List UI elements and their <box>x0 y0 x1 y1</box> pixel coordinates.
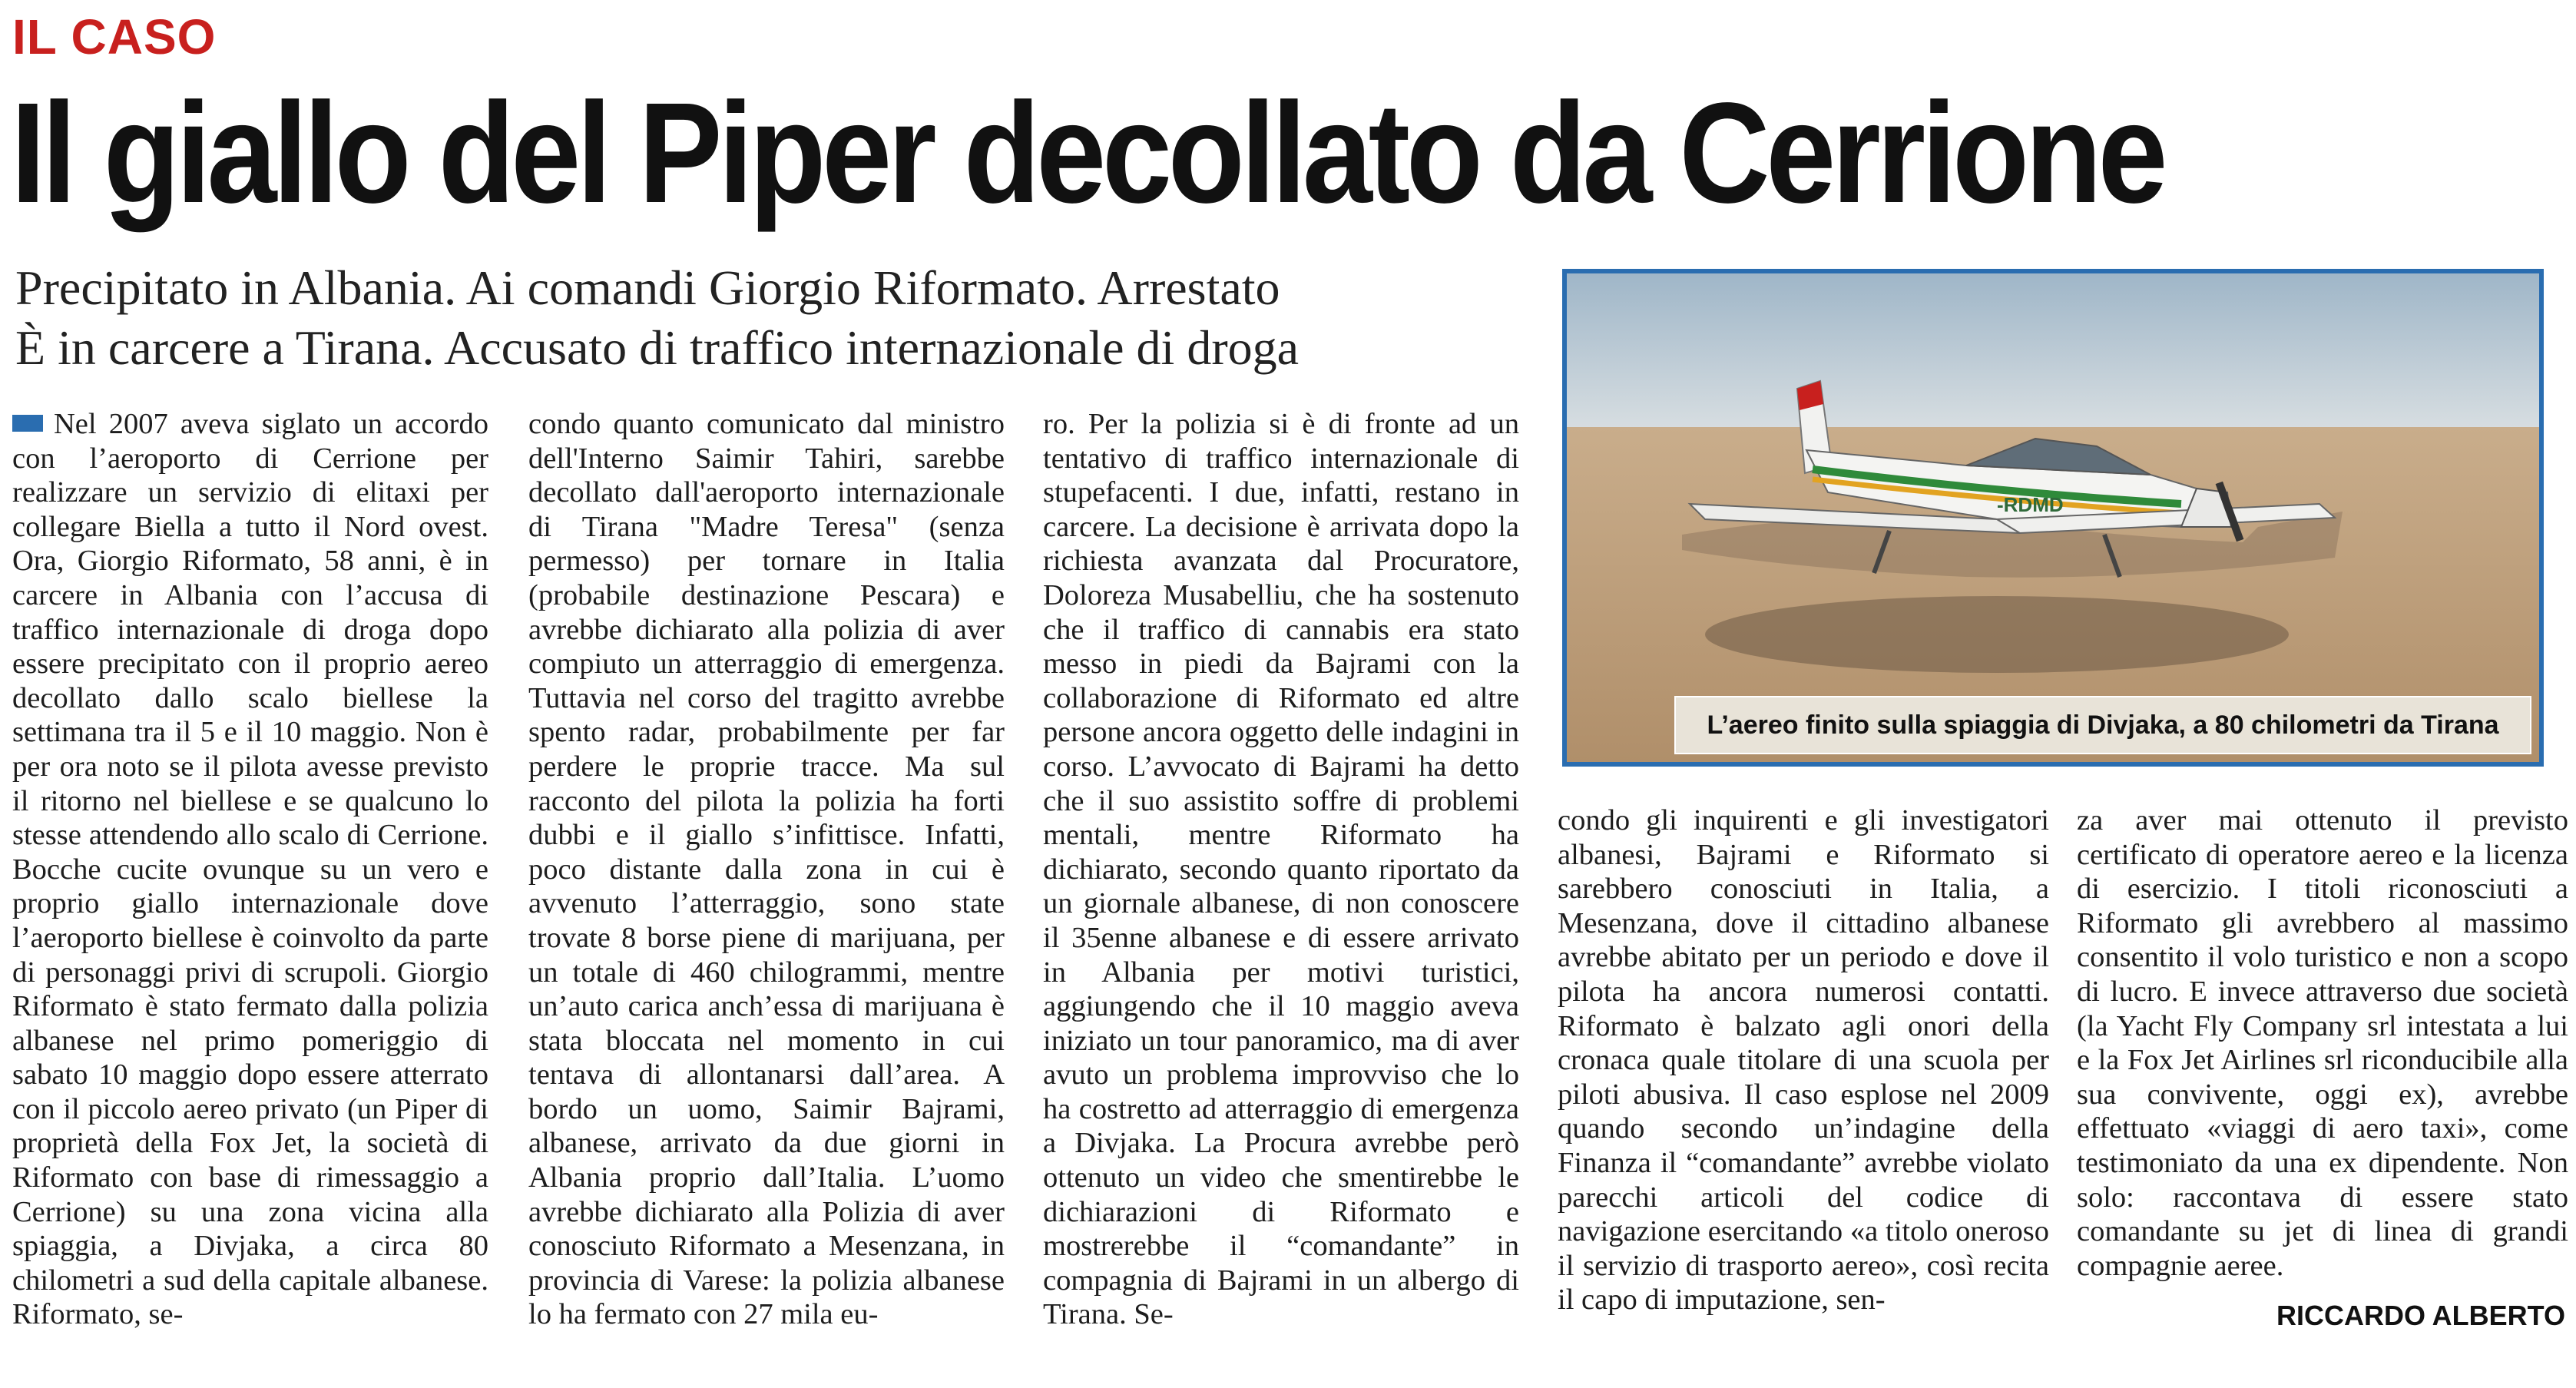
column-1-text: Nel 2007 aveva siglato un accordo con l’aeroporto di Cerrione per realizzare un servizio di elitaxi per collegare Biella a tutto il Nord ovest. Ora, Giorgio Riformato, 58 anni, è in carcere in Albania con l’accusa di traffico internazionale di droga dopo essere precipitato con il proprio aereo decollato dallo scalo biellese la settimana tra il 5 e il 10 maggio. Non è per ora noto se il pilota avesse previsto il ritorno nel biellese e se qualcuno lo stesse attendendo allo scalo di Cerrione. Bocche cucite ovunque su un vero e proprio giallo internazionale dove l’aeroporto biellese è coinvolto da parte di personaggi privi di scrupoli. Giorgio Riformato è stato fermato dalla polizia albanese nel primo pomeriggio di sabato 10 maggio dopo essere atterrato con il piccolo aereo privato (un Piper di proprietà della Fox Jet, la società di Riformato con base di rimessaggio a Cerrione) su una zona vicina alla spiaggia, a Divjaka, a circa 80 chilometri a sud della capitale albanese. Riformato, se- <box>12 408 488 1331</box>
article-column-5: za aver mai ottenuto il previsto certificato di operatore aereo e la licenza di esercizio. I titoli riconosciuti a Riformato gli avrebbero al massimo consentito il volo turistico e non a scopo di lucro. E invece attraverso due società (la Yacht Fly Company srl intestata a lui e la Fox Jet Airlines srl riconducibile alla sua convivente, oggi ex), avrebbe effettuato «viaggi di aero taxi», come testimoniato da una ex dipendente. Non solo: raccontava di essere stato comandante su jet di linea di grandi compagnie aeree. <box>2077 804 2568 1282</box>
airplane-illustration <box>1567 273 2539 762</box>
photo-caption: L’aereo finito sulla spiaggia di Divjaka, a 80 chilometri da Tirana <box>1674 696 2531 754</box>
byline: RICCARDO ALBERTO <box>2276 1300 2565 1331</box>
article-column-2: condo quanto comunicato dal ministro dell'Interno Saimir Tahiri, sarebbe decollato dall'aeroporto internazionale di Tirana "Madre Teresa" (senza permesso) per tornare in Italia (probabile destinazione Pescara) e avrebbe dichiarato alla polizia di aver compiuto un atterraggio di emergenza. Tuttavia nel corso del tragitto avrebbe spento radar, probabilmente per far perdere le proprie tracce. Ma sul racconto del pilota la polizia ha forti dubbi e il giallo s’infittisce. Infatti, poco distante dalla zona in cui è avvenuto l’atterraggio, sono state trovate 8 borse piene di marijuana, per un totale di 460 chilogrammi, mentre un’auto carica anch’essa di marijuana è stata bloccata nel momento in cui tentava di allontanarsi dall’area. A bordo un uomo, Saimir Bajrami, albanese, arrivato da due giorni in Albania proprio dall’Italia. L’uomo avrebbe dichiarato alla Polizia di aver conosciuto Riformato a Mesenzana, in provincia di Varese: la polizia albanese lo ha fermato con 27 mila eu- <box>528 408 1005 1331</box>
article-column-1 <box>12 407 488 1332</box>
subhead-line-1: Precipitato in Albania. Ai comandi Giorgio Riformato. Arrestato <box>15 260 1280 315</box>
airplane-photo <box>1562 269 2544 767</box>
article-column-4: condo gli inquirenti e gli investigatori albanesi, Bajrami e Riformato si sarebbero conosciuti in Italia, a Mesenzana, dove il cittadino albanese avrebbe abitato per un periodo e dove il pilota ha ancora numerosi contatti. Riformato è balzato agli onori della cronaca quale titolare di una scuola per piloti abusiva. Il caso esplose nel 2009 quando secondo un’indagine della Finanza il “comandante” avrebbe violato parecchi articoli del codice di navigazione esercitando «a titolo oneroso il servizio di trasporto aereo», così recita il capo di imputazione, sen- <box>1558 804 2049 1317</box>
subhead <box>15 258 1536 378</box>
aircraft-registration: -RDMD <box>1997 493 2064 516</box>
subhead-line-2: È in carcere a Tirana. Accusato di traffico internazionale di droga <box>15 320 1300 375</box>
square-bullet-icon <box>12 415 43 432</box>
article-column-3: ro. Per la polizia si è di fronte ad un tentativo di traffico internazionale di stupefacenti. I due, infatti, restano in carcere. La decisione è arrivata dopo la richiesta avanzata dal Procuratore, Doloreza Musabelliu, che ha sostenuto che il traffico di cannabis era stato messo in piedi da Bajrami con la collaborazione di Riformato ed altre persone ancora oggetto delle indagini in corso. L’avvocato di Bajrami ha detto che il suo assistito soffre di problemi mentali, mentre Riformato ha dichiarato, secondo quanto riportato da un giornale albanese, di non conoscere il 35enne albanese e di essere arrivato in Albania per motivi turistici, aggiungendo che il 10 maggio aveva iniziato un tour panoramico, ma di aver avuto un problema improvviso che lo ha costretto ad atterraggio di emergenza a Divjaka. La Procura avrebbe però ottenuto un video che smentirebbe le dichiarazioni di Riformato e mostrerebbe il “comandante” in compagnia di Bajrami in un albergo di Tirana. Se- <box>1043 408 1519 1331</box>
headline: Il giallo del Piper decollato da Cerrione <box>11 74 2164 233</box>
plane-shadow <box>1705 596 2289 673</box>
sky <box>1567 273 2539 435</box>
section-kicker: IL CASO <box>12 9 217 65</box>
